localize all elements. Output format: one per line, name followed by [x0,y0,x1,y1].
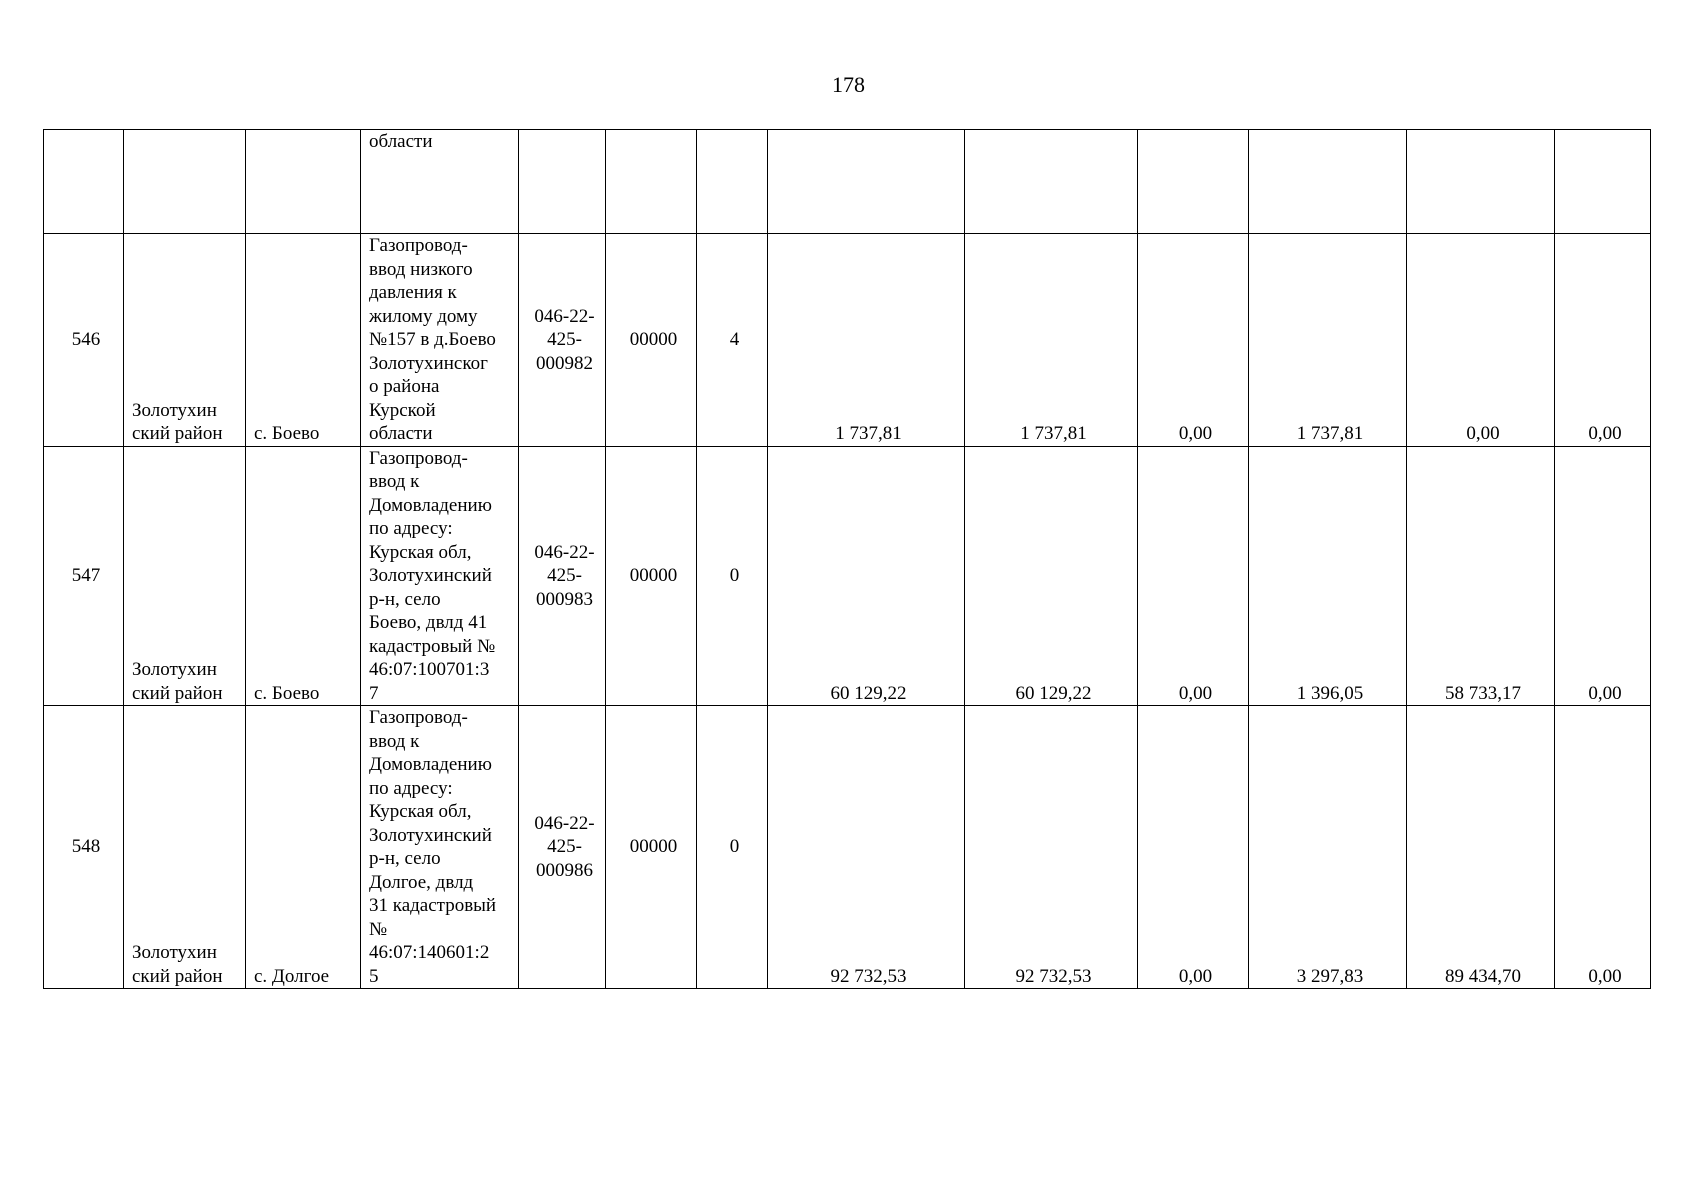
cell-code: 046-22- 425- 000986 [519,706,606,989]
page-number: 178 [832,72,865,97]
cell-district: Золотухин ский район [124,234,246,447]
cell-value-6: 0,00 [1555,446,1651,706]
cell-value-2: 92 732,53 [965,706,1138,989]
cell-code [519,130,606,234]
cell-description: Газопровод- ввод к Домовладению по адресу: Курская обл, Золотухинский р-н, село Долгое, двлд 31 кадастровый № 46:07:140601:2 5 [361,706,519,989]
cell-description: Газопровод- ввод к Домовладению по адресу: Курская обл, Золотухинский р-н, село Боево, двлд 41 кадастровый № 46:07:100701:3 7 [361,446,519,706]
cell-index [44,130,124,234]
cell-value-5: 0,00 [1407,234,1555,447]
cell-value-4 [1249,130,1407,234]
cell-locality: с. Боево [246,446,361,706]
cell-value-2: 1 737,81 [965,234,1138,447]
cell-index: 548 [44,706,124,989]
cell-district: Золотухин ский район [124,706,246,989]
cell-value-4: 3 297,83 [1249,706,1407,989]
cell-locality: с. Долгое [246,706,361,989]
cell-code: 046-22- 425- 000983 [519,446,606,706]
cell-value-3 [1138,130,1249,234]
cell-locality [246,130,361,234]
cell-value-6: 0,00 [1555,706,1651,989]
cell-value-5: 89 434,70 [1407,706,1555,989]
cell-count: 0 [697,706,768,989]
cell-count [697,130,768,234]
cell-value-6 [1555,130,1651,234]
cell-value-1 [768,130,965,234]
cell-value-2: 60 129,22 [965,446,1138,706]
cell-code2: 00000 [606,234,697,447]
cell-value-3: 0,00 [1138,234,1249,447]
table-row [44,706,1651,989]
cell-description: области [361,130,519,234]
cell-code2: 00000 [606,446,697,706]
table-row [44,234,1651,447]
cell-locality: с. Боево [246,234,361,447]
register-table [43,129,1651,989]
cell-district: Золотухин ский район [124,446,246,706]
cell-district [124,130,246,234]
table-row-continuation [44,130,1651,234]
cell-value-3: 0,00 [1138,446,1249,706]
cell-code: 046-22- 425- 000982 [519,234,606,447]
cell-value-4: 1 737,81 [1249,234,1407,447]
cell-description: Газопровод- ввод низкого давления к жилому дому №157 в д.Боево Золотухинског о района Курской области [361,234,519,447]
cell-value-1: 1 737,81 [768,234,965,447]
cell-count: 4 [697,234,768,447]
cell-value-2 [965,130,1138,234]
cell-value-5 [1407,130,1555,234]
cell-value-1: 92 732,53 [768,706,965,989]
cell-value-3: 0,00 [1138,706,1249,989]
cell-index: 547 [44,446,124,706]
cell-count: 0 [697,446,768,706]
cell-value-4: 1 396,05 [1249,446,1407,706]
cell-code2: 00000 [606,706,697,989]
cell-value-5: 58 733,17 [1407,446,1555,706]
cell-index: 546 [44,234,124,447]
cell-value-6: 0,00 [1555,234,1651,447]
cell-value-1: 60 129,22 [768,446,965,706]
cell-code2 [606,130,697,234]
table-row [44,446,1651,706]
